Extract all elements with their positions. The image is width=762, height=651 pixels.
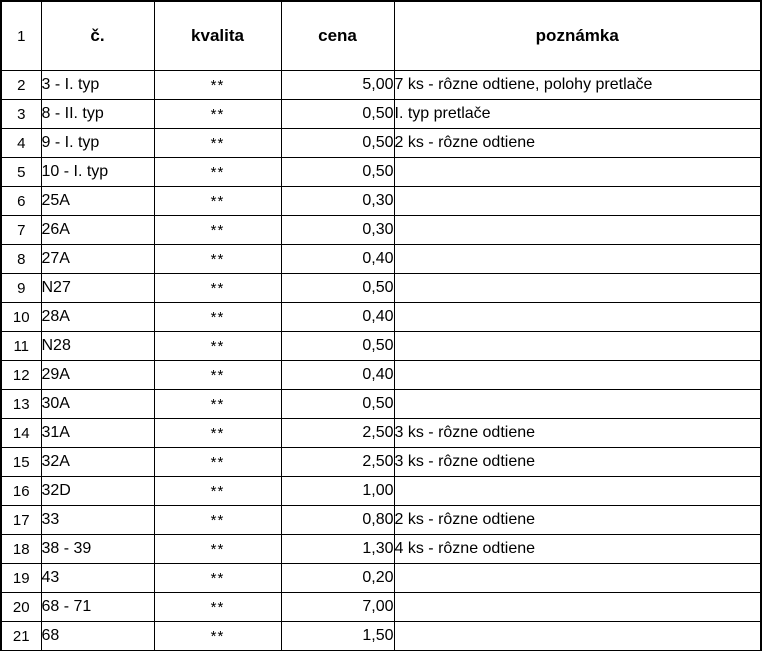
row-number-cell: 12: [1, 361, 41, 390]
cell-number[interactable]: N27: [41, 274, 154, 303]
row-number-cell: 10: [1, 303, 41, 332]
cell-quality[interactable]: **: [154, 390, 281, 419]
cell-price[interactable]: 0,80: [281, 506, 394, 535]
cell-note[interactable]: 3 ks - rôzne odtiene: [394, 448, 761, 477]
column-header-quality: kvalita: [154, 1, 281, 71]
table-row: [1, 100, 761, 129]
cell-quality[interactable]: **: [154, 158, 281, 187]
row-number-cell: 11: [1, 332, 41, 361]
cell-note[interactable]: 2 ks - rôzne odtiene: [394, 506, 761, 535]
cell-note[interactable]: [394, 216, 761, 245]
cell-number[interactable]: 25A: [41, 187, 154, 216]
column-header-number: č.: [41, 1, 154, 71]
cell-note[interactable]: [394, 361, 761, 390]
table-row: [1, 419, 761, 448]
cell-number[interactable]: 68: [41, 622, 154, 651]
cell-note[interactable]: 2 ks - rôzne odtiene: [394, 129, 761, 158]
cell-price[interactable]: 0,50: [281, 274, 394, 303]
cell-price[interactable]: 0,40: [281, 303, 394, 332]
table-row: [1, 390, 761, 419]
row-number-cell: 13: [1, 390, 41, 419]
row-number-cell: 19: [1, 564, 41, 593]
row-number-cell: 20: [1, 593, 41, 622]
table-row: [1, 332, 761, 361]
cell-quality[interactable]: **: [154, 129, 281, 158]
cell-price[interactable]: 2,50: [281, 419, 394, 448]
table-row: [1, 303, 761, 332]
cell-price[interactable]: 0,30: [281, 216, 394, 245]
table-row: [1, 187, 761, 216]
cell-quality[interactable]: **: [154, 477, 281, 506]
cell-price[interactable]: 0,20: [281, 564, 394, 593]
cell-note[interactable]: [394, 332, 761, 361]
row-number-cell: 17: [1, 506, 41, 535]
cell-quality[interactable]: **: [154, 448, 281, 477]
cell-number[interactable]: 3 - I. typ: [41, 71, 154, 100]
table-row: [1, 448, 761, 477]
cell-quality[interactable]: **: [154, 506, 281, 535]
cell-note[interactable]: [394, 158, 761, 187]
cell-quality[interactable]: **: [154, 332, 281, 361]
table-row: [1, 129, 761, 158]
cell-number[interactable]: 29A: [41, 361, 154, 390]
table-row: [1, 71, 761, 100]
cell-number[interactable]: 26A: [41, 216, 154, 245]
cell-quality[interactable]: **: [154, 361, 281, 390]
cell-price[interactable]: 7,00: [281, 593, 394, 622]
cell-number[interactable]: 31A: [41, 419, 154, 448]
cell-number[interactable]: 32A: [41, 448, 154, 477]
cell-quality[interactable]: **: [154, 100, 281, 129]
cell-note[interactable]: [394, 390, 761, 419]
cell-note[interactable]: 3 ks - rôzne odtiene: [394, 419, 761, 448]
cell-quality[interactable]: **: [154, 216, 281, 245]
cell-price[interactable]: 0,40: [281, 245, 394, 274]
row-number-cell: 2: [1, 71, 41, 100]
cell-number[interactable]: 68 - 71: [41, 593, 154, 622]
cell-price[interactable]: 1,30: [281, 535, 394, 564]
cell-price[interactable]: 0,40: [281, 361, 394, 390]
cell-price[interactable]: 0,30: [281, 187, 394, 216]
cell-quality[interactable]: **: [154, 622, 281, 651]
table-row: [1, 622, 761, 651]
cell-note[interactable]: 7 ks - rôzne odtiene, polohy pretlače: [394, 71, 761, 100]
cell-price[interactable]: 0,50: [281, 332, 394, 361]
row-number-cell: 8: [1, 245, 41, 274]
table-row: [1, 216, 761, 245]
cell-number[interactable]: 38 - 39: [41, 535, 154, 564]
cell-note[interactable]: [394, 245, 761, 274]
row-number-cell: 3: [1, 100, 41, 129]
column-header-price: cena: [281, 1, 394, 71]
cell-note[interactable]: [394, 274, 761, 303]
row-number-cell: 14: [1, 419, 41, 448]
cell-note[interactable]: [394, 477, 761, 506]
cell-number[interactable]: 28A: [41, 303, 154, 332]
row-number-cell: 5: [1, 158, 41, 187]
row-number-header: 1: [1, 1, 41, 71]
cell-note[interactable]: [394, 303, 761, 332]
cell-note[interactable]: I. typ pretlače: [394, 100, 761, 129]
row-number-cell: 16: [1, 477, 41, 506]
table-row: [1, 158, 761, 187]
cell-price[interactable]: 5,00: [281, 71, 394, 100]
cell-price[interactable]: 0,50: [281, 158, 394, 187]
cell-note[interactable]: 4 ks - rôzne odtiene: [394, 535, 761, 564]
cell-note[interactable]: [394, 187, 761, 216]
cell-quality[interactable]: **: [154, 419, 281, 448]
cell-number[interactable]: 33: [41, 506, 154, 535]
column-header-note: poznámka: [394, 1, 761, 71]
table-row: [1, 477, 761, 506]
table-row: [1, 564, 761, 593]
cell-note[interactable]: [394, 593, 761, 622]
cell-quality[interactable]: **: [154, 564, 281, 593]
cell-number[interactable]: 27A: [41, 245, 154, 274]
cell-number[interactable]: 43: [41, 564, 154, 593]
row-number-cell: 15: [1, 448, 41, 477]
table-row: [1, 274, 761, 303]
cell-price[interactable]: 0,50: [281, 129, 394, 158]
cell-quality[interactable]: **: [154, 303, 281, 332]
cell-note[interactable]: [394, 622, 761, 651]
cell-quality[interactable]: **: [154, 593, 281, 622]
cell-quality[interactable]: **: [154, 535, 281, 564]
row-number-cell: 9: [1, 274, 41, 303]
cell-number[interactable]: N28: [41, 332, 154, 361]
cell-quality[interactable]: **: [154, 71, 281, 100]
cell-quality[interactable]: **: [154, 245, 281, 274]
row-number-cell: 7: [1, 216, 41, 245]
table-row: [1, 535, 761, 564]
cell-number[interactable]: 30A: [41, 390, 154, 419]
cell-number[interactable]: 9 - I. typ: [41, 129, 154, 158]
table-row: [1, 506, 761, 535]
row-number-cell: 4: [1, 129, 41, 158]
cell-quality[interactable]: **: [154, 274, 281, 303]
cell-price[interactable]: 1,50: [281, 622, 394, 651]
cell-number[interactable]: 8 - II. typ: [41, 100, 154, 129]
cell-number[interactable]: 32D: [41, 477, 154, 506]
table-header-row: [1, 1, 761, 71]
cell-price[interactable]: 2,50: [281, 448, 394, 477]
table-row: [1, 361, 761, 390]
cell-price[interactable]: 0,50: [281, 390, 394, 419]
row-number-cell: 21: [1, 622, 41, 651]
cell-quality[interactable]: **: [154, 187, 281, 216]
row-number-cell: 6: [1, 187, 41, 216]
cell-price[interactable]: 1,00: [281, 477, 394, 506]
table-row: [1, 245, 761, 274]
cell-price[interactable]: 0,50: [281, 100, 394, 129]
cell-note[interactable]: [394, 564, 761, 593]
table-row: [1, 593, 761, 622]
row-number-cell: 18: [1, 535, 41, 564]
cell-number[interactable]: 10 - I. typ: [41, 158, 154, 187]
